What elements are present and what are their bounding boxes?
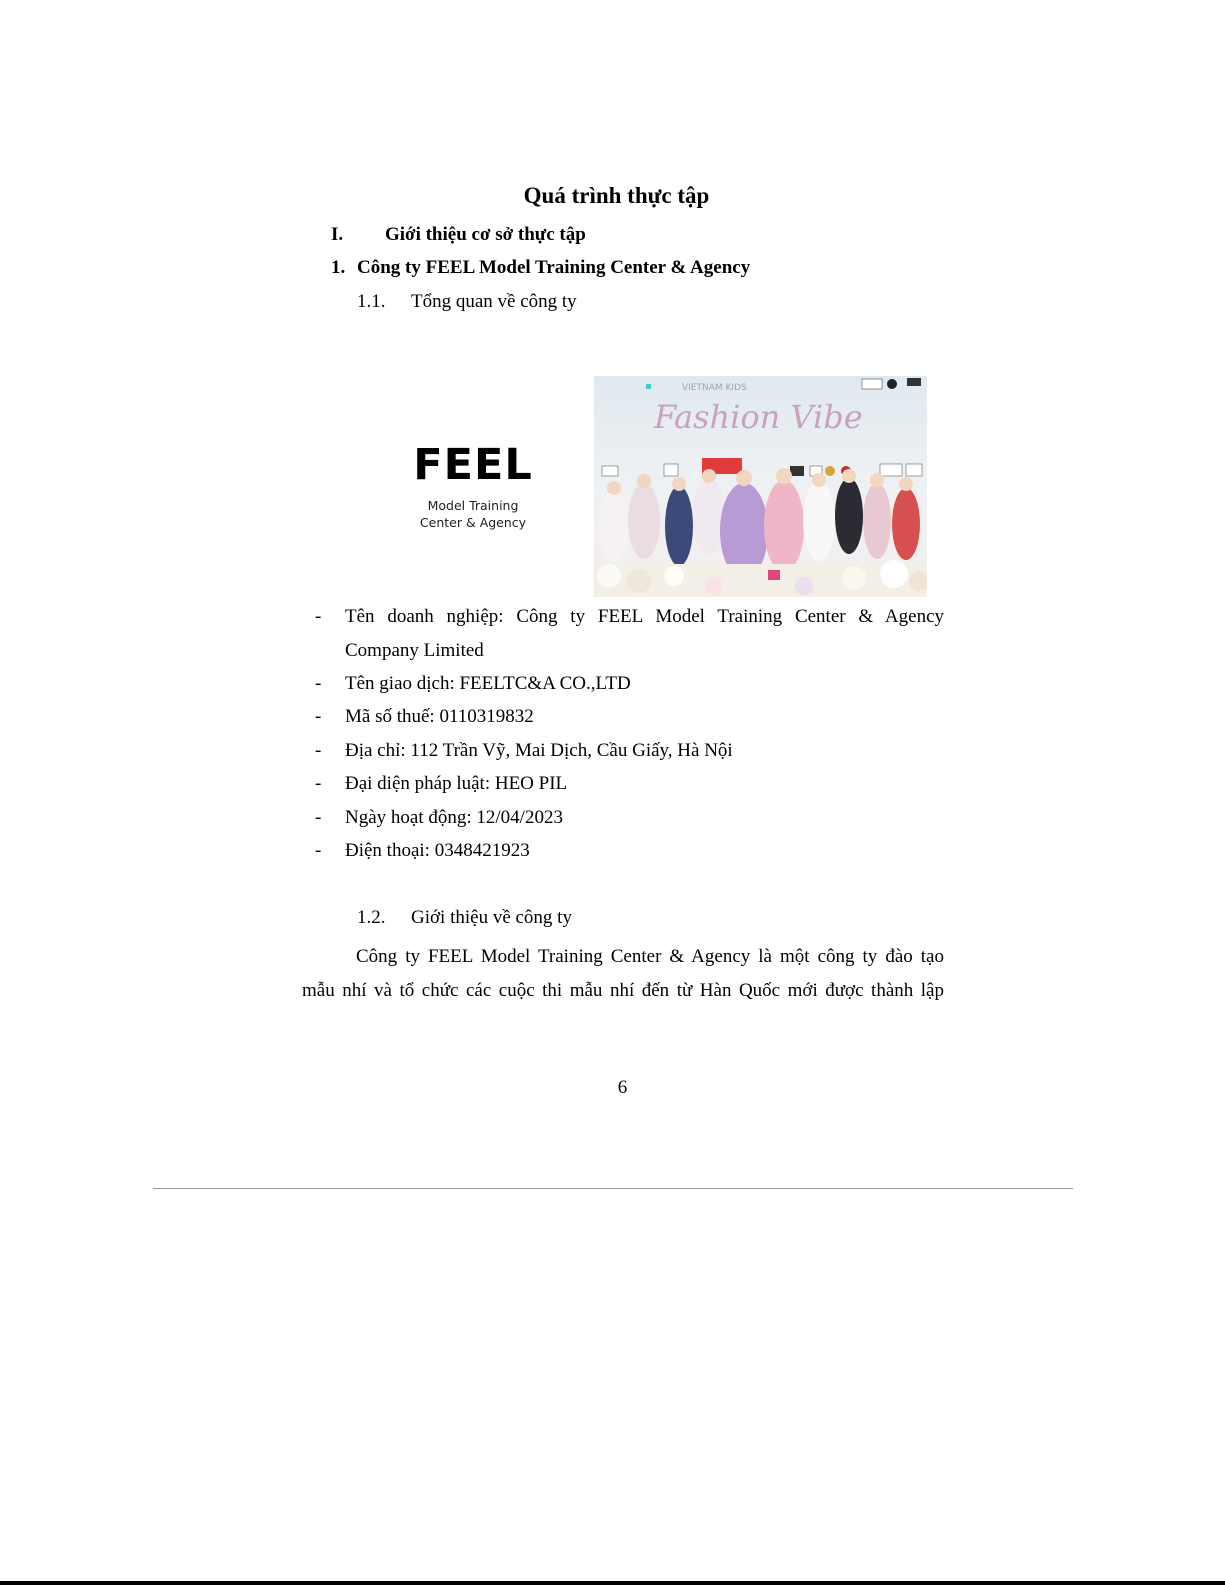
section-i-number: I. (331, 224, 344, 245)
list-dash: - (315, 773, 322, 794)
info-start-date: Ngày hoạt động: 12/04/2023 (345, 807, 563, 828)
logo-line-1: Model Training (427, 498, 519, 513)
subsection-1-1-number: 1.1. (357, 291, 386, 312)
list-dash: - (315, 706, 322, 727)
subsection-1-2-heading: Giới thiệu về công ty (411, 907, 572, 928)
info-tax-code: Mã số thuế: 0110319832 (345, 706, 534, 727)
info-legal-rep: Đại diện pháp luật: HEO PIL (345, 773, 568, 794)
page-title: Quá trình thực tập (523, 183, 710, 208)
page-number: 6 (617, 1077, 628, 1098)
intro-paragraph-line-1: Công ty FEEL Model Training Center & Agency là một công ty đào tạo (356, 946, 944, 967)
feel-logo: FEEL (413, 440, 533, 490)
info-trade-name: Tên giao dịch: FEELTC&A CO.,LTD (345, 673, 631, 694)
intro-paragraph-line-2: mẫu nhí và tổ chức các cuộc thi mẫu nhí đến từ Hàn Quốc mới được thành lập (302, 980, 944, 1001)
feel-logo-subtitle (405, 497, 541, 531)
section-1-number: 1. (331, 257, 346, 278)
list-dash: - (315, 840, 322, 861)
page-divider (153, 1188, 1073, 1189)
bottom-border (0, 1581, 1225, 1585)
section-i-heading: Giới thiệu cơ sở thực tập (385, 224, 586, 245)
photo-text-top: VIETNAM KIDS (682, 383, 747, 393)
list-dash: - (315, 606, 322, 627)
photo-script-title: Fashion Vibe (654, 398, 863, 436)
info-company-name: Tên doanh nghiệp: Công ty FEEL Model Training Center & Agency (345, 606, 944, 627)
list-dash: - (315, 740, 322, 761)
info-phone: Điện thoại: 0348421923 (345, 840, 530, 861)
list-dash: - (315, 673, 322, 694)
section-1-heading: Công ty FEEL Model Training Center & Agency (357, 257, 751, 278)
info-address: Địa chỉ: 112 Trần Vỹ, Mai Dịch, Cầu Giấy, Hà Nội (345, 740, 733, 761)
subsection-1-1-heading: Tổng quan về công ty (411, 291, 577, 312)
subsection-1-2-number: 1.2. (357, 907, 386, 928)
logo-line-2: Center & Agency (419, 515, 527, 530)
info-company-name-cont: Company Limited (345, 640, 484, 661)
flowers (594, 560, 927, 597)
list-dash: - (315, 807, 322, 828)
event-photo (594, 376, 927, 597)
